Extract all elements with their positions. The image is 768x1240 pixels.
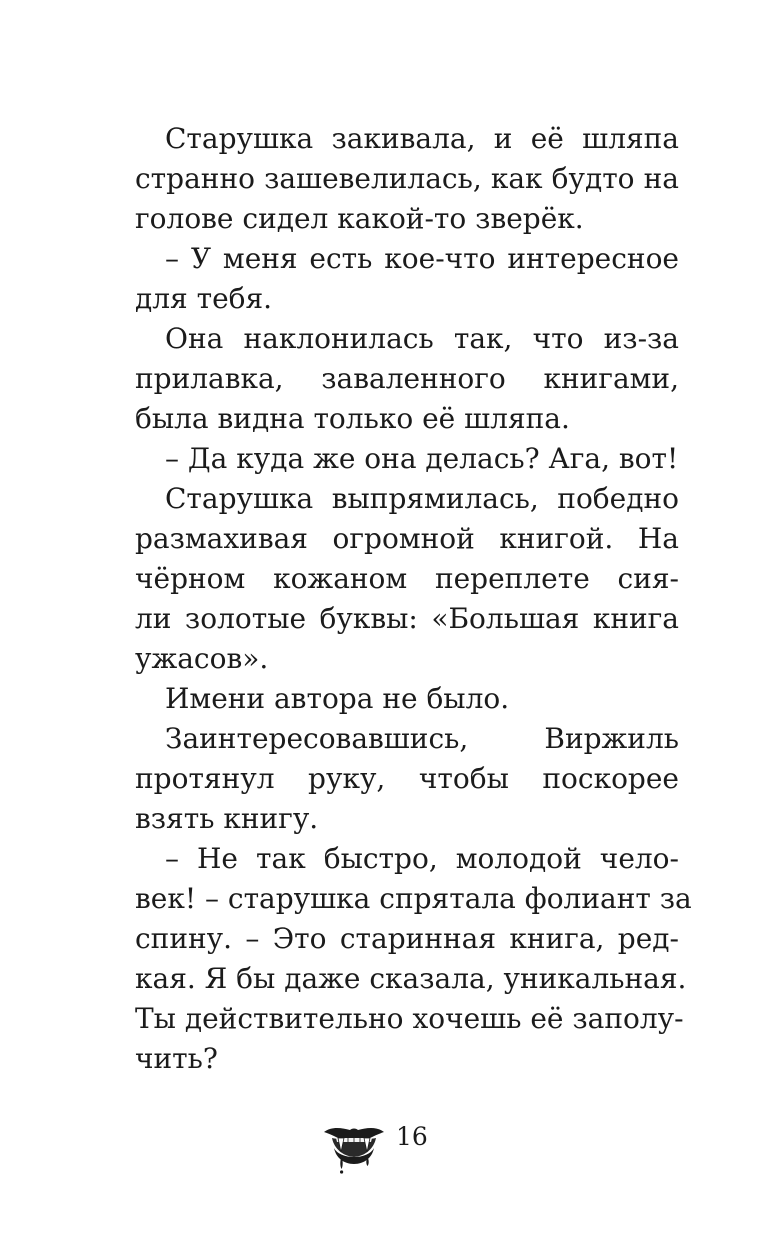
text-line: кая. Я бы даже сказала, уникальная. — [135, 962, 687, 995]
text-line: ли золотые буквы: «Большая книга — [135, 602, 679, 635]
text-line: чить? — [135, 1042, 218, 1075]
body-text — [135, 119, 692, 1079]
text-line: Заинтересовавшись, Виржиль — [165, 722, 679, 755]
text-line: Ты действительно хочешь её заполу- — [135, 1002, 684, 1035]
text-line: протянул руку, чтобы поскорее — [135, 762, 679, 795]
text-line: Она наклонилась так, что из-за — [165, 322, 679, 355]
text-line: для тебя. — [135, 282, 273, 315]
text-line: взять книгу. — [135, 802, 319, 835]
vampire-fangs-icon — [322, 1118, 386, 1174]
text-line: Старушка закивала, и её шляпа — [165, 122, 679, 155]
text-line: была видна только её шляпа. — [135, 402, 570, 435]
text-line: голове сидел какой-то зверёк. — [135, 202, 584, 235]
text-line: ужасов». — [135, 642, 269, 675]
page-footer — [322, 1118, 442, 1174]
text-line: прилавка, заваленного книгами, — [135, 362, 679, 395]
page-number: 16 — [396, 1122, 428, 1151]
text-line: – Не так быстро, молодой чело- — [165, 842, 679, 875]
text-line: размахивая огромной книгой. На — [135, 522, 679, 555]
text-line: спину. – Это старинная книга, ред- — [135, 922, 679, 955]
text-line: век! – старушка спрятала фолиант за — [135, 882, 692, 915]
text-line: странно зашевелилась, как будто на — [135, 162, 679, 195]
text-line: чёрном кожаном переплете сия- — [135, 562, 679, 595]
text-line: – Да куда же она делась? Ага, вот! — [165, 442, 679, 475]
text-line: Имени автора не было. — [165, 682, 510, 715]
text-line: Старушка выпрямилась, победно — [165, 482, 679, 515]
text-line: – У меня есть кое-что интересное — [165, 242, 679, 275]
